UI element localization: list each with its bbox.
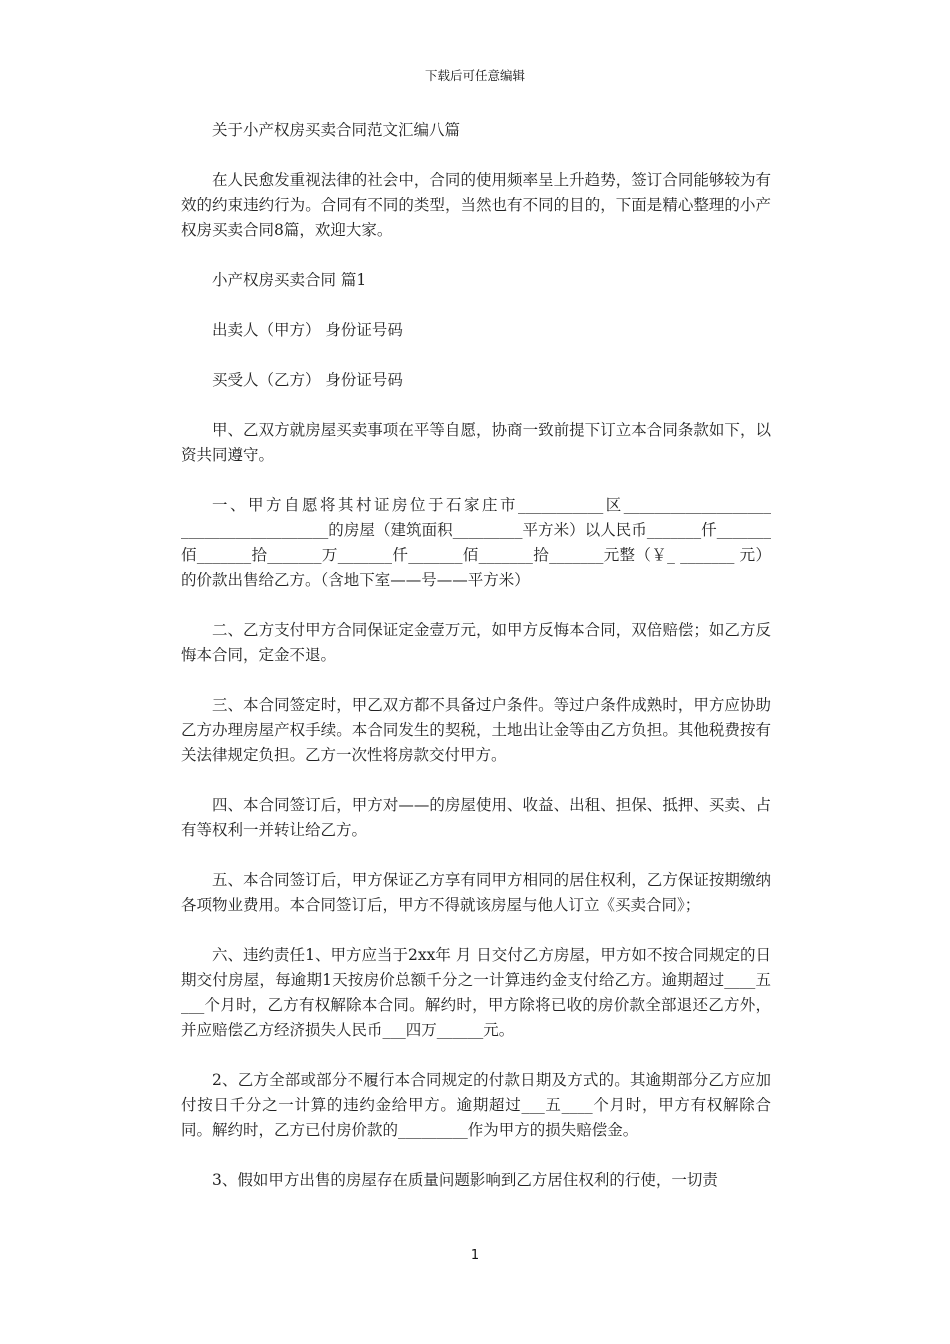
paragraph-preamble: 甲、乙双方就房屋买卖事项在平等自愿，协商一致前提下订立本合同条款如下，以资共同遵守。 [181,421,771,464]
header-note: 下载后可任意编辑 [424,68,525,83]
paragraph-clause-6-3: 3、假如甲方出售的房屋存在质量问题影响到乙方居住权利的行使，一切责 [212,1171,718,1189]
paragraph-contract-heading: 小产权房买卖合同 篇1 [212,271,367,289]
paragraph-clause-5: 五、本合同签订后，甲方保证乙方享有同甲方相同的居住权利，乙方保证按期缴纳各项物业费用。本合同签订后，甲方不得就该房屋与他人订立《买卖合同》； [181,871,771,914]
paragraph-buyer: 买受人（乙方） 身份证号码 [212,371,403,389]
paragraph-seller: 出卖人（甲方） 身份证号码 [212,321,403,339]
paragraph-clause-6: 六、违约责任1、甲方应当于2xx年 月 日交付乙方房屋，甲方如不按合同规定的日期交付房屋，每逾期1天按房价总额千分之一计算违约金支付给乙方。逾期超过____五___个月时，乙方有权解除本合同。解约时，甲方除将已收的房价款全部退还乙方外，并应赔偿乙方经济损失人民币___四万______元。 [181,946,771,1039]
paragraph-clause-3: 三、本合同签定时，甲乙双方都不具备过户条件。等过户条件成熟时，甲方应协助乙方办理房屋产权手续。本合同发生的契税，土地出让金等由乙方负担。其他税费按有关法律规定负担。乙方一次性将房款交付甲方。 [181,696,771,764]
paragraph-clause-4: 四、本合同签订后，甲方对——的房屋使用、收益、出租、担保、抵押、买卖、占有等权利一并转让给乙方。 [181,796,771,839]
paragraph-clause-1: 一、甲方自愿将其村证房位于石家庄市___________区___________________ ___________________的房屋（建筑面积_________平方米）以人民币_______仟_______佰_______拾_______万_______仟_______佰_______拾_______元整（￥_ _______ 元）的价款出售给乙方。（含地下室——号——平方米） [181,496,771,589]
document-title: 关于小产权房买卖合同范文汇编八篇 [212,121,461,139]
paragraph-clause-2: 二、乙方支付甲方合同保证定金壹万元，如甲方反悔本合同，双倍赔偿；如乙方反悔本合同，定金不退。 [181,621,771,664]
document-body [181,118,771,1218]
paragraph-intro: 在人民愈发重视法律的社会中，合同的使用频率呈上升趋势，签订合同能够较为有效的约束违约行为。合同有不同的类型，当然也有不同的目的，下面是精心整理的小产权房买卖合同8篇，欢迎大家。 [181,171,771,239]
paragraph-clause-6-2: 2、乙方全部或部分不履行本合同规定的付款日期及方式的。其逾期部分乙方应加付按日千分之一计算的违约金给甲方。逾期超过___五____个月时，甲方有权解除合同。解约时，乙方已付房价款的_________作为甲方的损失赔偿金。 [181,1071,771,1139]
page-number: 1 [470,1248,480,1263]
